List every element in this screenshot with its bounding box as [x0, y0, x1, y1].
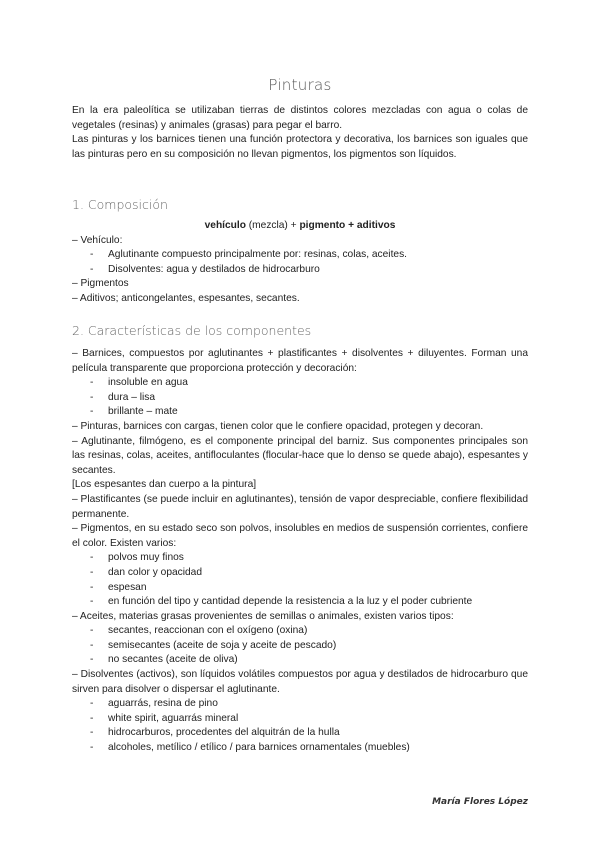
list-item: - espesan [72, 581, 528, 596]
list-item: - white spirit, aguarrás mineral [72, 712, 528, 727]
intro-paragraph: Las pinturas y los barnices tienen una función protectora y decorativa, los barnices son iguales que las pinturas pero en su composición no llevan pigmentos, los pigmentos son líquidos. [72, 134, 528, 160]
author-signature: María Flores López [432, 797, 528, 807]
list-item: - dan color y opacidad [72, 566, 528, 581]
intro-paragraph: En la era paleolítica se utilizaban tierras de distintos colores mezcladas con agua o colas de vegetales (resinas) y animales (grasas) para pegar el barro. [72, 105, 528, 131]
list-item: - en función del tipo y cantidad depende la resistencia a la luz y el poder cubriente [72, 595, 528, 610]
page-title: Pinturas [268, 76, 332, 94]
list-item: - hidrocarburos, procedentes del alquitrán de la hulla [72, 726, 528, 741]
list-item: - no secantes (aceite de oliva) [72, 653, 528, 668]
list-item: - insoluble en agua [72, 376, 528, 391]
section-caracteristicas [72, 347, 528, 756]
list-item: - brillante – mate [72, 405, 528, 420]
list-item: - aguarrás, resina de pino [72, 697, 528, 712]
formula-vehiculo: vehículo [204, 220, 246, 231]
list-item: - semisecantes (aceite de soja y aceite de pescado) [72, 639, 528, 654]
list-item: - Disolventes: agua y destilados de hidrocarburo [72, 263, 528, 278]
section-heading-caracteristicas: 2. Características de los componentes [72, 323, 312, 338]
espesantes-note: [Los espesantes dan cuerpo a la pintura] [72, 479, 257, 491]
aglutinante-paragraph: – Aglutinante, filmógeno, es el componente principal del barniz. Sus componentes principales son las resinas, colas, aceites, antifloculantes (flocular-hace que lo denso se quede abajo), espesantes y secantes. [72, 435, 528, 476]
plastificantes-paragraph: – Plastificantes (se puede incluir en aglutinantes), tensión de vapor despreciable, confiere flexibilidad permanente. [72, 493, 528, 520]
section-composicion [72, 219, 528, 307]
aceites-paragraph: – Aceites, materias grasas provenientes de semillas o animales, existen varios tipos: [72, 610, 454, 622]
pinturas-paragraph: – Pinturas, barnices con cargas, tienen color que le confiere opacidad, protegen y decoran. [72, 420, 484, 432]
list-item: - secantes, reaccionan con el oxígeno (oxina) [72, 624, 528, 639]
list-item: - alcoholes, metílico / etílico / para barnices ornamentales (muebles) [72, 741, 528, 756]
list-item: - polvos muy finos [72, 551, 528, 566]
formula-mezcla: (mezcla) + [245, 220, 300, 231]
list-item: - Aglutinante compuesto principalmente por: resinas, colas, aceites. [72, 248, 528, 263]
intro [72, 104, 528, 162]
disolventes-paragraph: – Disolventes (activos), son líquidos volátiles compuestos por agua y destilados de hidrocarburo que sirven para disolver o dispersar el aglutinante. [72, 669, 528, 695]
vehiculo-label: – Vehículo: [72, 234, 123, 246]
aditivos-line: – Aditivos; anticongelantes, espesantes, secantes. [72, 292, 300, 304]
pigmentos-line: – Pigmentos [72, 278, 129, 290]
formula [72, 219, 528, 234]
section-heading-composicion: 1. Composición [72, 197, 168, 212]
pigmentos-paragraph: – Pigmentos, en su estado seco son polvos, insolubles en medios de suspensión corrientes, confiere el color. Existen varios: [72, 523, 528, 549]
formula-pigmento-aditivos: pigmento + aditivos [299, 220, 396, 231]
list-item: - dura – lisa [72, 391, 528, 406]
barnices-paragraph: – Barnices, compuestos por aglutinantes + plastificantes + disolventes + diluyentes. Forman una película transparente que proporciona protección y decoración: [72, 348, 528, 374]
